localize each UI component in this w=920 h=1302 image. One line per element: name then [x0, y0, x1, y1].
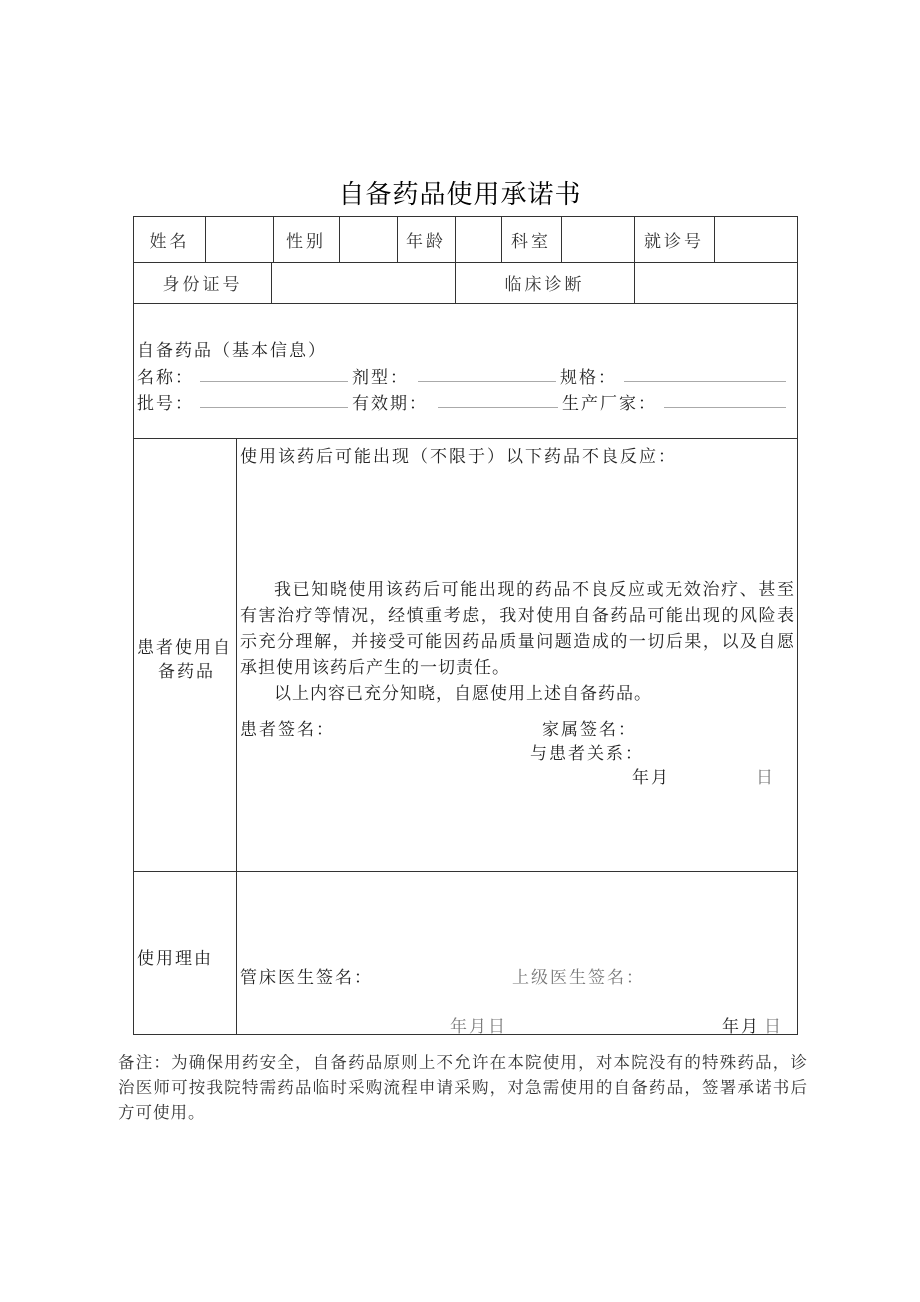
- drug-spec-label: 规格：: [560, 368, 617, 388]
- confirm-text: 以上内容已充分知晓，自愿使用上述自备药品。: [274, 684, 652, 704]
- relation-label: 与患者关系：: [530, 744, 644, 764]
- diagnosis-label: 临床诊断: [504, 275, 585, 295]
- dept-field[interactable]: [561, 217, 634, 262]
- drug-name-blank[interactable]: [200, 381, 348, 382]
- gender-label: 性别: [286, 232, 326, 252]
- patient-signature-label: 患者签名：: [240, 720, 335, 740]
- family-signature-label: 家属签名：: [542, 720, 637, 740]
- row-divider-3: [134, 438, 797, 439]
- drug-spec-blank[interactable]: [624, 381, 786, 382]
- name-field[interactable]: [205, 217, 273, 262]
- age-label: 年龄: [406, 232, 446, 252]
- gender-field[interactable]: [339, 217, 397, 262]
- doctor-date: 年月日: [450, 1017, 507, 1037]
- patient-date-ym: 年月: [632, 768, 670, 788]
- drug-info-heading: 自备药品（基本信息）: [137, 341, 327, 361]
- batch-blank[interactable]: [200, 407, 348, 408]
- senior-signature-label: 上级医生签名：: [512, 968, 645, 988]
- expiry-blank[interactable]: [438, 407, 558, 408]
- page-title: 自备药品使用承诺书: [338, 180, 582, 210]
- row-divider-4: [134, 871, 797, 872]
- section-side-divider: [236, 438, 237, 1034]
- age-field[interactable]: [455, 217, 501, 262]
- row-divider-2: [134, 303, 797, 304]
- statement-paragraph: [240, 577, 795, 707]
- commitment-form: [133, 216, 798, 1035]
- batch-label: 批号：: [137, 394, 194, 414]
- visit-no-label: 就诊号: [644, 232, 704, 252]
- visit-no-field[interactable]: [714, 217, 797, 262]
- patient-section-label-line2: 备药品: [158, 662, 215, 682]
- reason-label: 使用理由: [137, 949, 213, 969]
- dept-label: 科室: [511, 232, 551, 252]
- drug-form-label: 剂型：: [352, 368, 409, 388]
- doctor-signature-label: 管床医生签名：: [240, 968, 373, 988]
- adr-prompt: 使用该药后可能出现（不限于）以下药品不良反应：: [240, 447, 677, 467]
- senior-date-d: 日: [764, 1017, 783, 1037]
- footnote: 备注：为确保用药安全，自备药品原则上不允许在本院使用，对本院没有的特殊药品，诊治医师可按我院特需药品临时采购流程申请采购，对急需使用的自备药品，签署承诺书后方可使用。: [118, 1053, 808, 1122]
- id-label: 身份证号: [162, 275, 243, 295]
- maker-label: 生产厂家：: [562, 394, 657, 414]
- id-field[interactable]: [271, 262, 455, 303]
- patient-section-label-line1: 患者使用自: [137, 638, 232, 658]
- drug-form-blank[interactable]: [418, 381, 556, 382]
- name-label: 姓名: [149, 232, 190, 252]
- diagnosis-field[interactable]: [634, 262, 797, 303]
- drug-name-label: 名称：: [137, 368, 194, 388]
- senior-date-ym: 年月: [722, 1017, 760, 1037]
- maker-blank[interactable]: [664, 407, 786, 408]
- patient-date-d: 日: [756, 768, 775, 788]
- expiry-label: 有效期：: [352, 394, 428, 414]
- statement-text: 我已知晓使用该药后可能出现的药品不良反应或无效治疗、甚至有害治疗等情况，经慎重考虑，我对使用自备药品可能出现的风险表示充分理解，并接受可能因药品质量问题造成的一切后果，以及自愿承担使用该药后产生的一切责任。: [240, 580, 795, 678]
